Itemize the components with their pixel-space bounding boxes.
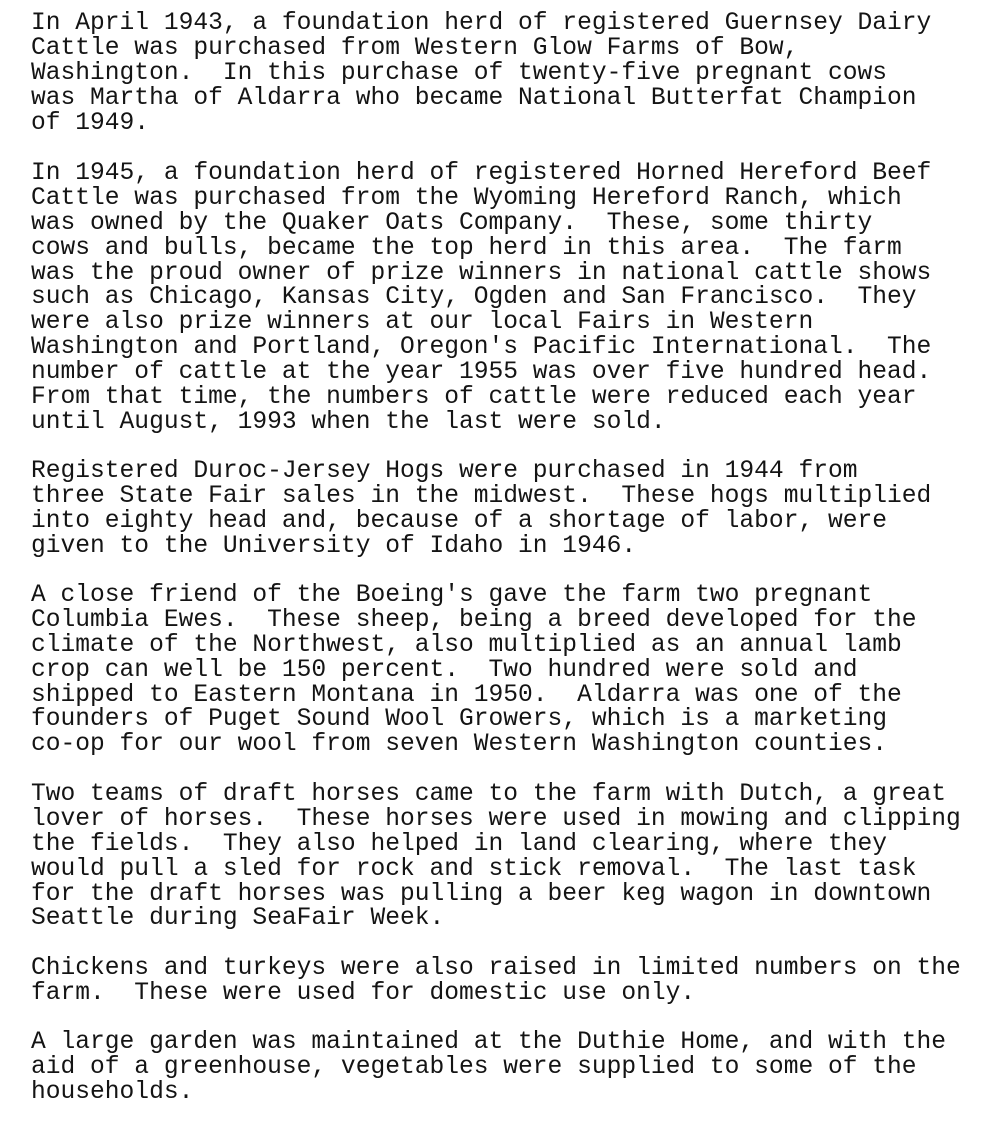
text-line: the fields. They also helped in land clearing, where they [31, 830, 888, 858]
paragraph-garden [31, 1031, 946, 1106]
text-line: was owned by the Quaker Oats Company. These, some thirty [31, 209, 873, 237]
text-line: three State Fair sales in the midwest. These hogs multiplied [31, 482, 932, 510]
paragraph-hereford-beef-cattle [31, 162, 931, 436]
text-line: climate of the Northwest, also multiplied as an annual lamb [31, 631, 902, 659]
text-line: Cattle was purchased from Western Glow Farms of Bow, [31, 34, 799, 62]
text-line: shipped to Eastern Montana in 1950. Aldarra was one of the [31, 681, 902, 709]
text-line: founders of Puget Sound Wool Growers, which is a marketing [31, 706, 888, 734]
text-line: was the proud owner of prize winners in national cattle shows [31, 259, 932, 287]
text-line: From that time, the numbers of cattle were reduced each year [31, 384, 917, 412]
text-line: Columbia Ewes. These sheep, being a breed developed for the [31, 606, 917, 634]
text-line: Washington and Portland, Oregon's Pacific International. The [31, 334, 932, 362]
paragraph-duroc-jersey-hogs [31, 460, 931, 560]
text-line: Cattle was purchased from the Wyoming Hereford Ranch, which [31, 184, 902, 212]
text-line: were also prize winners at our local Fairs in Western [31, 309, 814, 337]
text-line: cows and bulls, became the top herd in this area. The farm [31, 234, 902, 262]
text-line: aid of a greenhouse, vegetables were supplied to some of the [31, 1053, 917, 1081]
paragraph-draft-horses [31, 783, 961, 932]
text-line: Washington. In this purchase of twenty-five pregnant cows [31, 59, 888, 87]
paragraph-guernsey-dairy-cattle [31, 12, 931, 136]
text-line: farm. These were used for domestic use only. [31, 979, 696, 1007]
text-line: given to the University of Idaho in 1946. [31, 532, 637, 560]
text-line: Two teams of draft horses came to the farm with Dutch, a great [31, 781, 947, 808]
text-line: In 1945, a foundation herd of registered Horned Hereford Beef [31, 160, 932, 187]
text-line: A close friend of the Boeing's gave the farm two pregnant [31, 582, 873, 609]
text-line: households. [31, 1078, 194, 1106]
paragraph-chickens-turkeys [31, 957, 961, 1007]
text-line: such as Chicago, Kansas City, Ogden and San Francisco. They [31, 284, 917, 312]
text-line: Seattle during SeaFair Week. [31, 905, 445, 933]
text-line: until August, 1993 when the last were sold. [31, 408, 666, 436]
text-line: In April 1943, a foundation herd of registered Guernsey Dairy [31, 10, 932, 37]
text-line: lover of horses. These horses were used in mowing and clipping [31, 805, 961, 833]
text-line: would pull a sled for rock and stick removal. The last task [31, 855, 917, 883]
text-line: crop can well be 150 percent. Two hundred were sold and [31, 656, 858, 684]
text-line: Chickens and turkeys were also raised in limited numbers on the [31, 955, 961, 982]
text-line: into eighty head and, because of a shortage of labor, were [31, 507, 888, 535]
text-line: of 1949. [31, 109, 150, 137]
paragraph-columbia-ewes [31, 584, 917, 758]
text-line: was Martha of Aldarra who became National Butterfat Champion [31, 84, 917, 112]
text-line: number of cattle at the year 1955 was over five hundred head. [31, 359, 932, 387]
text-line: A large garden was maintained at the Duthie Home, and with the [31, 1029, 947, 1056]
text-line: Registered Duroc-Jersey Hogs were purchased in 1944 from [31, 458, 858, 485]
text-line: co-op for our wool from seven Western Washington counties. [31, 731, 888, 759]
text-line: for the draft horses was pulling a beer keg wagon in downtown [31, 880, 932, 908]
